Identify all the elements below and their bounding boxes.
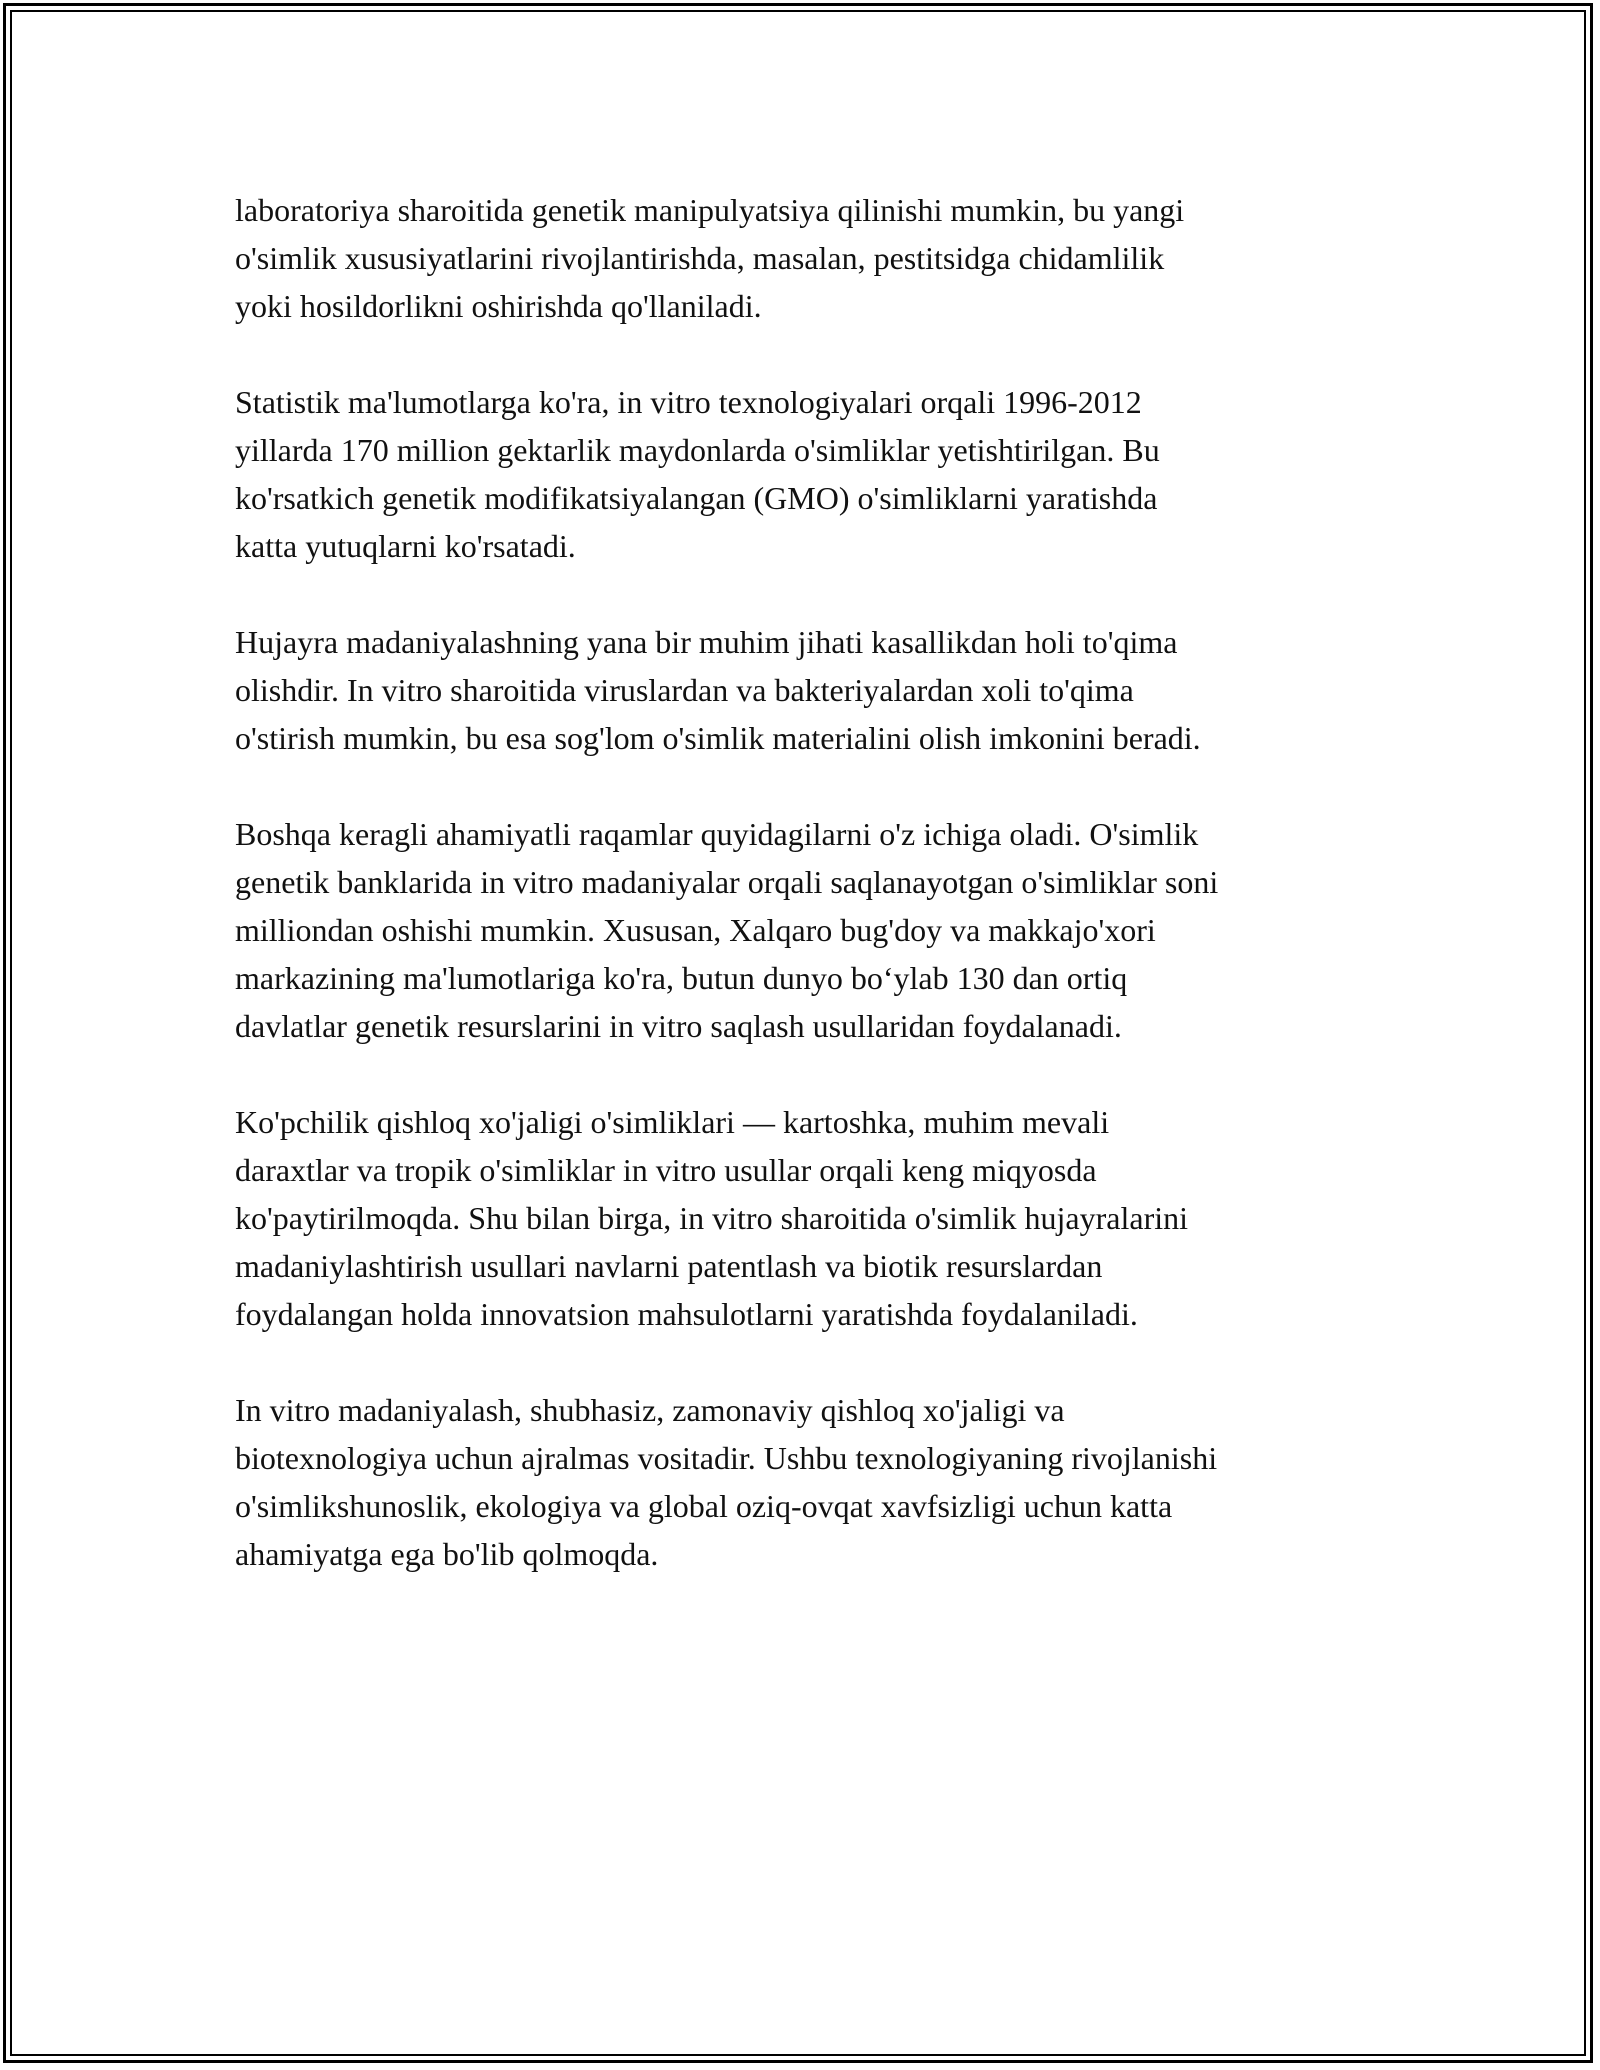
text-line: Hujayra madaniyalashning yana bir muhim jihati kasallikdan holi to'qima — [235, 624, 1178, 660]
text-line: davlatlar genetik resurslarini in vitro saqlash usullaridan foydalanadi. — [235, 1008, 1122, 1044]
text-line: yillarda 170 million gektarlik maydonlarda o'simliklar yetishtirilgan. Bu — [235, 432, 1160, 468]
paragraph-3 — [235, 618, 1375, 762]
text-line: daraxtlar va tropik o'simliklar in vitro usullar orqali keng miqyosda — [235, 1152, 1097, 1188]
text-line: milliondan oshishi mumkin. Xususan, Xalqaro bug'doy va makkajo'xori — [235, 912, 1156, 948]
text-line: Boshqa keragli ahamiyatli raqamlar quyidagilarni o'z ichiga oladi. O'simlik — [235, 816, 1199, 852]
text-line: o'stirish mumkin, bu esa sog'lom o'simlik materialini olish imkonini beradi. — [235, 720, 1201, 756]
text-line: laboratoriya sharoitida genetik manipulyatsiya qilinishi mumkin, bu yangi — [235, 192, 1185, 228]
text-line: katta yutuqlarni ko'rsatadi. — [235, 528, 576, 564]
text-line: Statistik ma'lumotlarga ko'ra, in vitro texnologiyalari orqali 1996-2012 — [235, 384, 1142, 420]
text-line: Ko'pchilik qishloq xo'jaligi o'simliklari — kartoshka, muhim mevali — [235, 1104, 1110, 1140]
text-line: ahamiyatga ega bo'lib qolmoqda. — [235, 1536, 659, 1572]
document-body — [235, 186, 1375, 1626]
text-line: ko'rsatkich genetik modifikatsiyalangan (GMO) o'simliklarni yaratishda — [235, 480, 1158, 516]
text-line: markazining ma'lumotlariga ko'ra, butun dunyo bo‘ylab 130 dan ortiq — [235, 960, 1128, 996]
paragraph-4 — [235, 810, 1375, 1050]
paragraph-2 — [235, 378, 1375, 570]
text-line: biotexnologiya uchun ajralmas vositadir. Ushbu texnologiyaning rivojlanishi — [235, 1440, 1218, 1476]
paragraph-1 — [235, 186, 1375, 330]
text-line: In vitro madaniyalash, shubhasiz, zamonaviy qishloq xo'jaligi va — [235, 1392, 1065, 1428]
text-line: genetik banklarida in vitro madaniyalar orqali saqlanayotgan o'simliklar soni — [235, 864, 1219, 900]
paragraph-6 — [235, 1386, 1375, 1578]
text-line: o'simlikshunoslik, ekologiya va global oziq-ovqat xavfsizligi uchun katta — [235, 1488, 1173, 1524]
text-line: olishdir. In vitro sharoitida viruslardan va bakteriyalardan xoli to'qima — [235, 672, 1134, 708]
text-line: foydalangan holda innovatsion mahsulotlarni yaratishda foydalaniladi. — [235, 1296, 1138, 1332]
paragraph-5 — [235, 1098, 1375, 1338]
text-line: ko'paytirilmoqda. Shu bilan birga, in vitro sharoitida o'simlik hujayralarini — [235, 1200, 1189, 1236]
text-line: o'simlik xususiyatlarini rivojlantirishda, masalan, pestitsidga chidamlilik — [235, 240, 1165, 276]
text-line: yoki hosildorlikni oshirishda qo'llaniladi. — [235, 288, 762, 324]
text-line: madaniylashtirish usullari navlarni patentlash va biotik resurslardan — [235, 1248, 1103, 1284]
